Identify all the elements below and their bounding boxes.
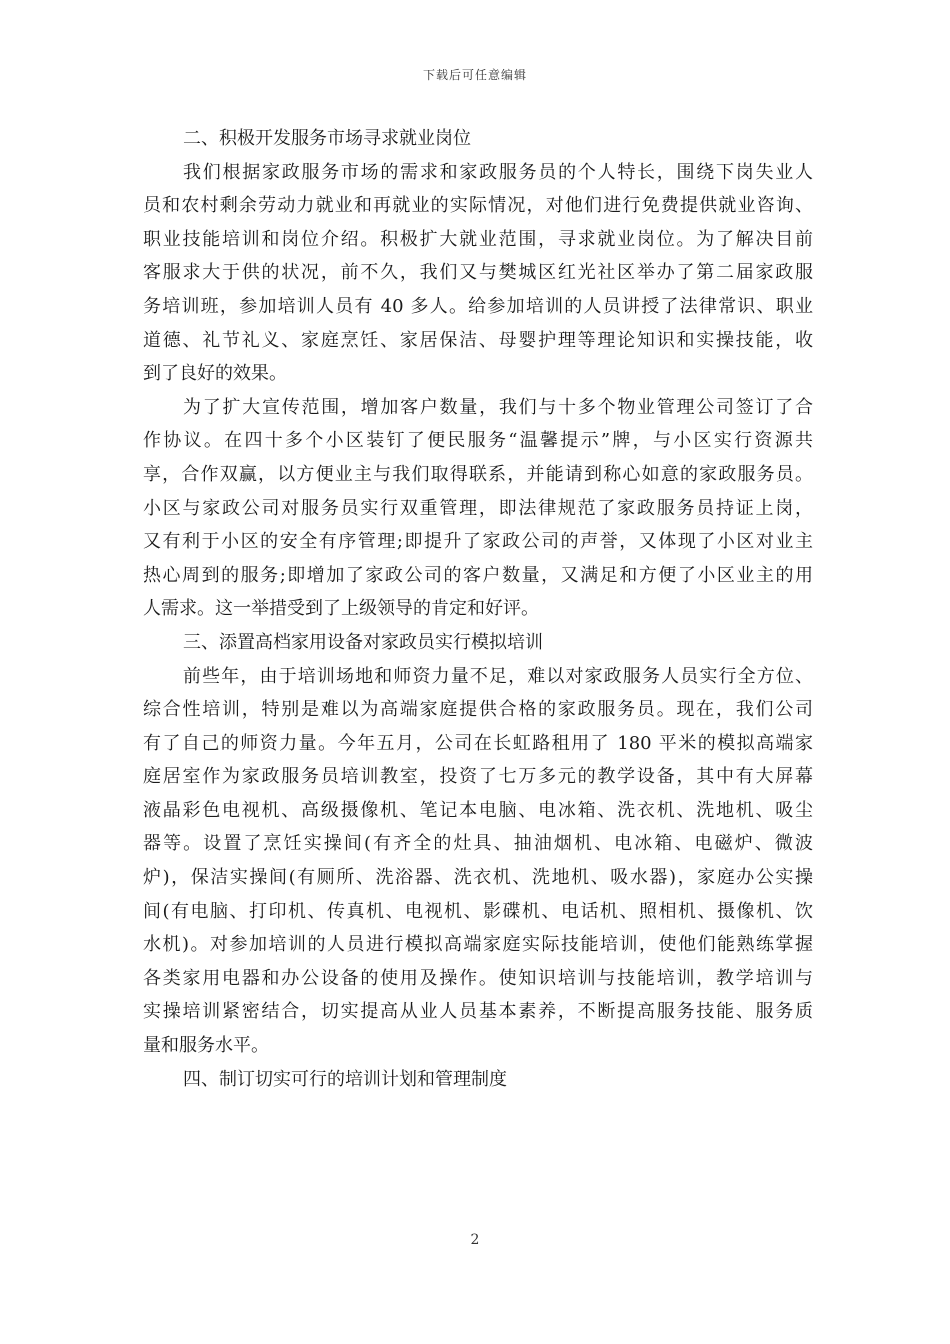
text-line: 员和农村剩余劳动力就业和再就业的实际情况，对他们进行免费提供就业咨询、 — [143, 195, 813, 217]
text-line: 热心周到的服务;即增加了家政公司的客户数量，又满足和方便了小区业主的用 — [143, 564, 813, 586]
text-line: 务培训班，参加培训人员有 40 多人。给参加培训的人员讲授了法律常识、职业 — [143, 295, 813, 317]
text-line: 炉)，保洁实操间(有厕所、洗浴器、洗衣机、洗地机、吸水器)，家庭办公实操 — [143, 867, 813, 889]
text-line: 庭居室作为家政服务员培训教室，投资了七万多元的教学设备，其中有大屏幕 — [143, 766, 813, 788]
text-line: 客服求大于供的状况，前不久，我们又与樊城区红光社区举办了第二届家政服 — [143, 262, 813, 284]
text-line: 各类家用电器和办公设备的使用及操作。使知识培训与技能培训，教学培训与 — [143, 967, 813, 989]
text-line: 四、制订切实可行的培训计划和管理制度 — [183, 1068, 507, 1090]
text-line: 液晶彩色电视机、高级摄像机、笔记本电脑、电冰箱、洗衣机、洗地机、吸尘 — [143, 799, 813, 821]
text-line: 二、积极开发服务市场寻求就业岗位 — [183, 128, 471, 149]
document-body — [143, 122, 813, 1096]
text-line: 小区与家政公司对服务员实行双重管理，即法律规范了家政服务员持证上岗， — [143, 497, 813, 519]
text-line: 间(有电脑、打印机、传真机、电视机、影碟机、电话机、照相机、摄像机、饮 — [143, 900, 813, 922]
text-line: 享，合作双赢，以方便业主与我们取得联系，并能请到称心如意的家政服务员。 — [143, 463, 813, 485]
text-line: 有了自己的师资力量。今年五月，公司在长虹路租用了 180 平米的模拟高端家 — [143, 732, 813, 754]
text-line: 作协议。在四十多个小区装钉了便民服务“温馨提示”牌，与小区实行资源共 — [143, 430, 813, 452]
text-line: 到了良好的效果。 — [143, 363, 287, 385]
text-line: 量和服务水平。 — [143, 1035, 269, 1057]
text-line: 水机)。对参加培训的人员进行模拟高端家庭实际技能培训，使他们能熟练掌握 — [143, 934, 813, 956]
page-header: 下载后可任意编辑 — [422, 68, 527, 82]
text-line: 我们根据家政服务市场的需求和家政服务员的个人特长，围绕下岗失业人 — [183, 161, 813, 183]
text-line: 职业技能培训和岗位介绍。积极扩大就业范围，寻求就业岗位。为了解决目前 — [143, 228, 813, 250]
text-line: 器等。设置了烹饪实操间(有齐全的灶具、抽油烟机、电冰箱、电磁炉、微波 — [143, 833, 813, 855]
text-line: 为了扩大宣传范围，增加客户数量，我们与十多个物业管理公司签订了合 — [183, 396, 813, 418]
page-number: 2 — [470, 1232, 480, 1248]
text-line: 又有利于小区的安全有序管理;即提升了家政公司的声誉，又体现了小区对业主 — [143, 531, 813, 553]
text-line: 人需求。这一举措受到了上级领导的肯定和好评。 — [143, 598, 539, 620]
text-line: 前些年，由于培训场地和师资力量不足，难以对家政服务人员实行全方位、 — [183, 665, 813, 687]
text-line: 综合性培训，特别是难以为高端家庭提供合格的家政服务员。现在，我们公司 — [143, 699, 813, 721]
text-line: 道德、礼节礼义、家庭烹饪、家居保洁、母婴护理等理论知识和实操技能，收 — [143, 329, 813, 351]
text-line: 三、添置高档家用设备对家政员实行模拟培训 — [183, 631, 543, 653]
text-line: 实操培训紧密结合，切实提高从业人员基本素养，不断提高服务技能、服务质 — [143, 1001, 813, 1023]
